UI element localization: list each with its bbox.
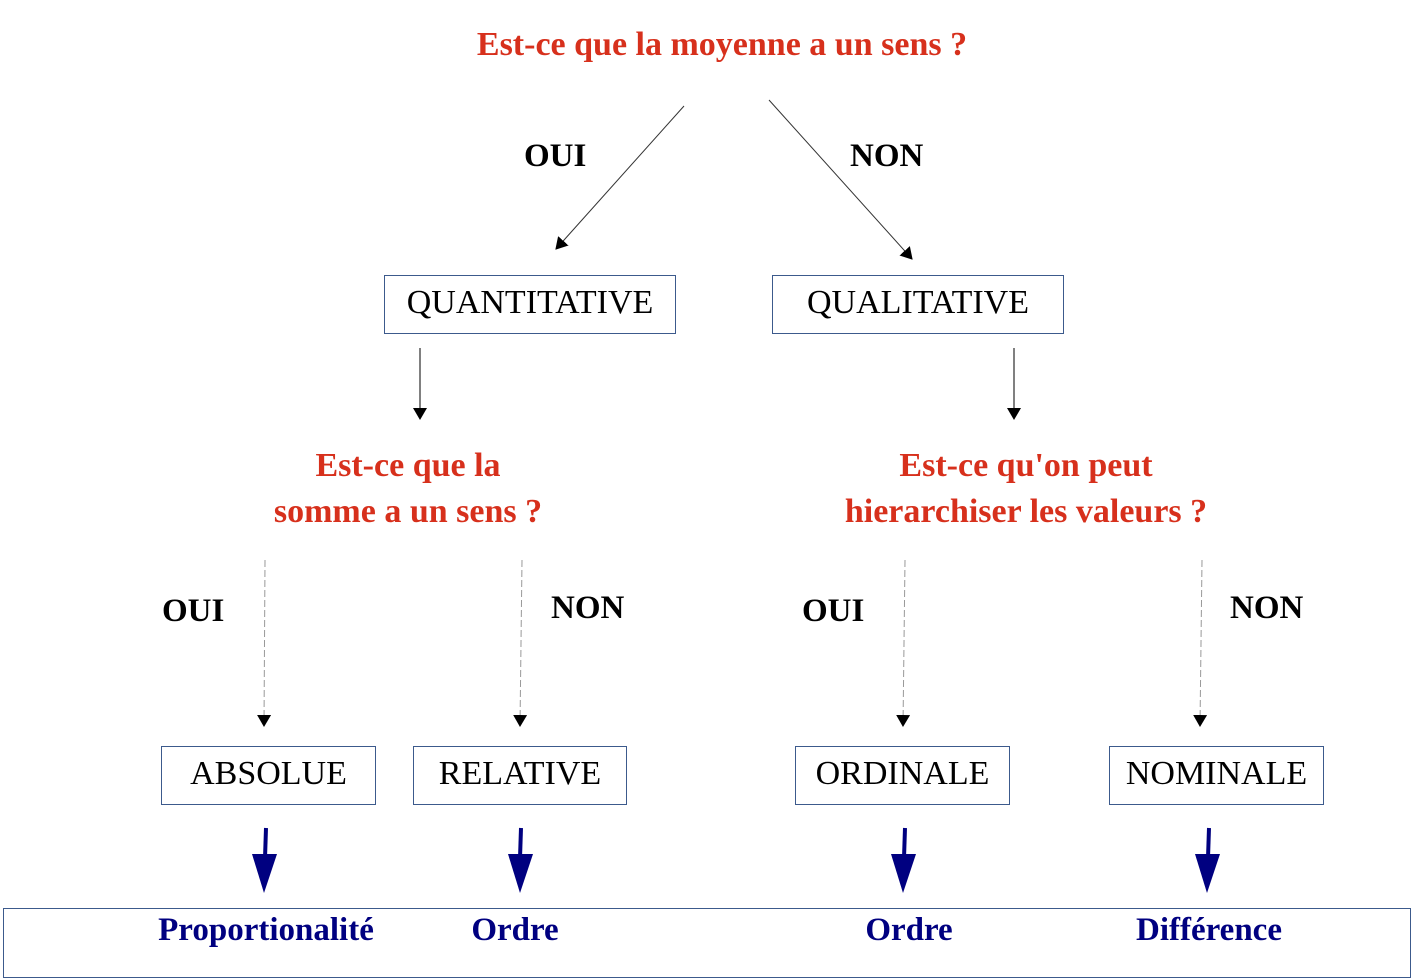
root-no-label: NON — [850, 138, 924, 174]
arrow-relative-to-result — [508, 828, 533, 893]
right-question-line1: Est-ce qu'on peut — [899, 447, 1153, 484]
result-ordre-ordinale: Ordre — [865, 912, 953, 948]
arrow-nominale-to-result — [1195, 828, 1220, 893]
arrow-root-to-qualitative — [769, 100, 912, 259]
nominale-box: NOMINALE — [1109, 746, 1324, 805]
qualitative-box: QUALITATIVE — [772, 275, 1064, 334]
root-question-text: Est-ce que la moyenne a un sens ? — [476, 26, 968, 63]
right-question — [776, 443, 1276, 535]
arrow-to-absolue — [264, 560, 265, 726]
root-question — [372, 22, 1072, 68]
result-proportionalite: Proportionalité — [158, 912, 374, 948]
right-question-line2: hierarchiser les valeurs ? — [844, 493, 1208, 530]
arrow-to-relative — [520, 560, 522, 726]
right-yes-label: OUI — [802, 593, 865, 629]
result-ordre-relative: Ordre — [471, 912, 559, 948]
arrow-absolue-to-result — [252, 828, 277, 893]
left-question — [208, 443, 608, 535]
quantitative-box: QUANTITATIVE — [384, 275, 676, 334]
arrow-to-ordinale — [903, 560, 905, 726]
left-question-line2: somme a un sens ? — [273, 493, 543, 530]
relative-box: RELATIVE — [413, 746, 627, 805]
root-yes-label: OUI — [524, 138, 587, 174]
right-no-label: NON — [1230, 590, 1304, 626]
arrow-root-to-quantitative — [556, 106, 684, 249]
result-difference: Différence — [1136, 912, 1282, 948]
left-question-line1: Est-ce que la — [315, 447, 501, 484]
arrow-ordinale-to-result — [891, 828, 916, 893]
absolue-box: ABSOLUE — [161, 746, 376, 805]
left-no-label: NON — [551, 590, 625, 626]
left-yes-label: OUI — [162, 593, 225, 629]
arrow-to-nominale — [1200, 560, 1202, 726]
ordinale-box: ORDINALE — [795, 746, 1010, 805]
